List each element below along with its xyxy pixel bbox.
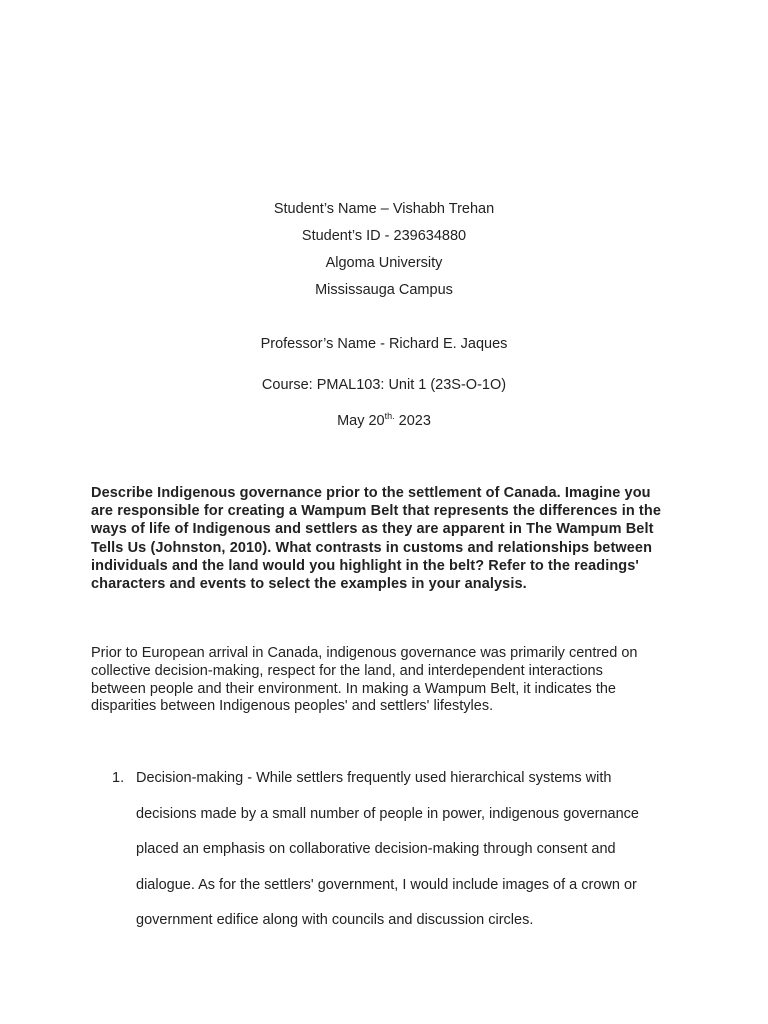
intro-line: Prior to European arrival in Canada, indigenous governance was primarily centred on <box>91 645 638 661</box>
intro-line: disparities between Indigenous peoples' and settlers' lifestyles. <box>91 698 494 715</box>
intro-paragraph <box>91 645 691 716</box>
list-item-line: placed an emphasis on collaborative decision-making through consent and <box>136 841 616 858</box>
date-superscript: th. <box>384 411 395 422</box>
student-id: Student’s ID - 239634880 <box>301 228 467 244</box>
course-code: Course: PMAL103: Unit 1 (23S-O-1O) <box>261 377 507 393</box>
question-line: Describe Indigenous governance prior to the settlement of Canada. Imagine you <box>91 485 651 501</box>
date-suffix: 2023 <box>394 413 431 429</box>
list-item-body <box>136 769 696 947</box>
student-name: Student’s Name – Vishabh Trehan <box>273 201 495 217</box>
list-item-line: dialogue. As for the settlers' government, I would include images of a crown or <box>136 876 637 893</box>
professor-name: Professor’s Name - Richard E. Jaques <box>260 336 508 352</box>
question-line: ways of life of Indigenous and settlers as they are apparent in The Wampum Belt <box>91 521 654 538</box>
list-item-number: 1. <box>112 770 125 786</box>
intro-line: between people and their environment. In making a Wampum Belt, it indicates the <box>91 680 616 697</box>
date-prefix: May 20 <box>337 413 385 429</box>
list-item-line: decisions made by a small number of people in power, indigenous governance <box>136 805 639 822</box>
question-line: characters and events to select the examples in your analysis. <box>91 576 527 593</box>
list-item-line: Decision-making - While settlers frequently used hierarchical systems with <box>136 770 612 786</box>
assignment-question <box>91 484 691 593</box>
campus-name: Mississauga Campus <box>315 282 453 298</box>
question-line: Tells Us (Johnston, 2010). What contrasts in customs and relationships between <box>91 539 653 556</box>
intro-line: collective decision-making, respect for the land, and interdependent interactions <box>91 662 603 679</box>
question-line: individuals and the land would you highlight in the belt? Refer to the readings' <box>91 557 639 574</box>
list-item-line: government edifice along with councils and discussion circles. <box>136 912 534 929</box>
submission-date <box>0 412 768 430</box>
university-name: Algoma University <box>325 255 443 271</box>
question-line: are responsible for creating a Wampum Belt that represents the differences in the <box>91 503 661 520</box>
